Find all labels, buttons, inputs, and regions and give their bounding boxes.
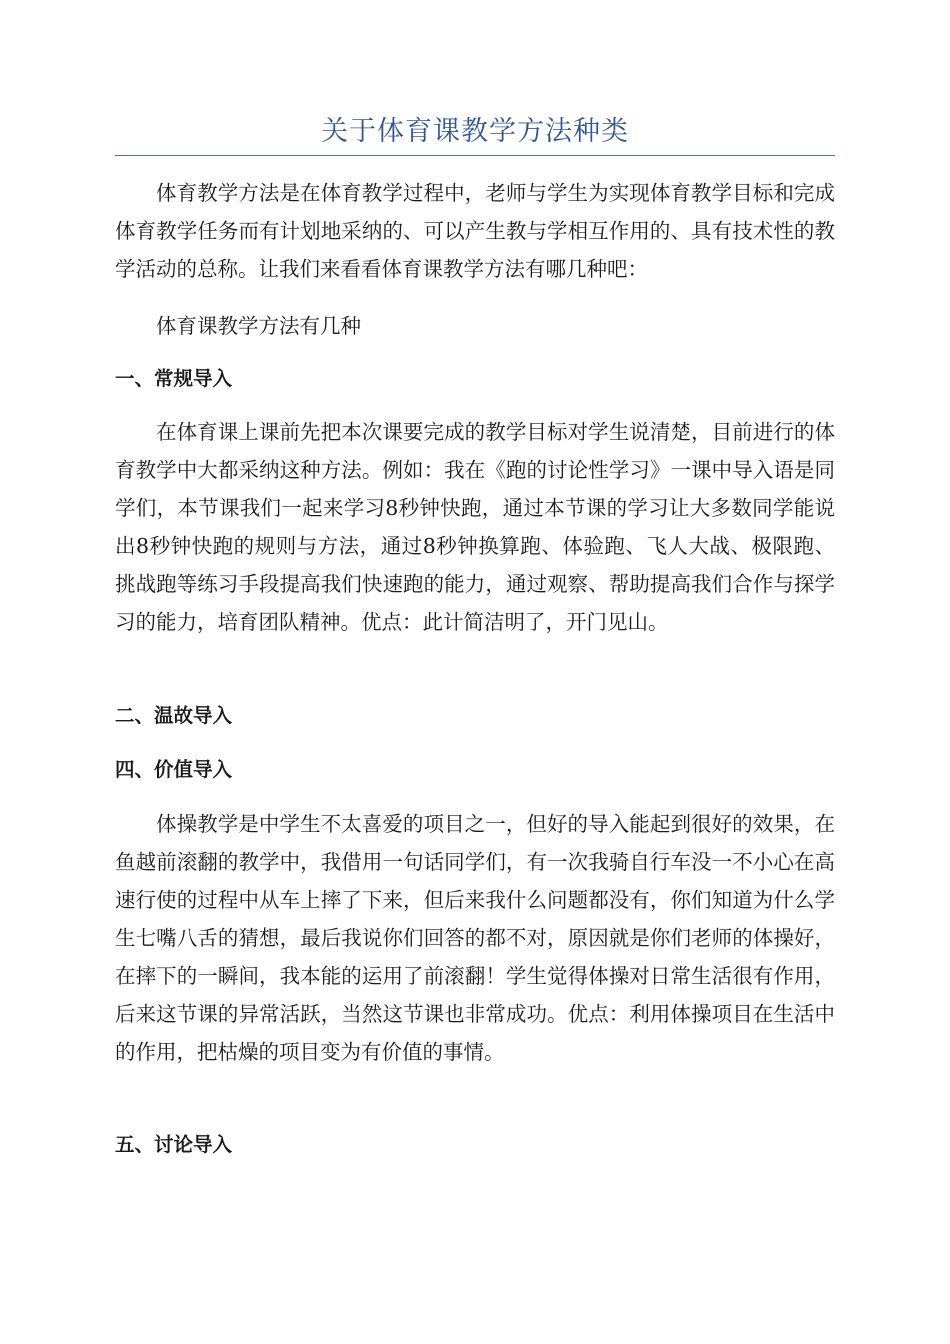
intro-paragraph: 体育教学方法是在体育教学过程中，老师与学生为实现体育教学目标和完成体育教学任务而有计划地采纳的、可以产生教与学相互作用的、具有技术性的教学活动的总称。让我们来看看体育课教学方法有哪几种吧：	[115, 181, 835, 281]
section-heading-1: 一、常规导入	[115, 367, 233, 390]
section-heading-4: 五、讨论导入	[115, 1133, 233, 1156]
subtitle-paragraph: 体育课教学方法有几种	[156, 314, 361, 338]
title-underline	[115, 155, 835, 156]
document-title: 关于体育课教学方法种类	[321, 116, 629, 147]
section-heading-3: 四、价值导入	[115, 758, 233, 781]
section-body-1: 在体育课上课前先把本次课要完成的教学目标对学生说清楚，目前进行的体育教学中大都采纳这种方法。例如：我在《跑的讨论性学习》一课中导入语是同学们，本节课我们一起来学习8秒钟快跑，通过本节课的学习让大多数同学能说出8秒钟快跑的规则与方法，通过8秒钟换算跑、体验跑、飞人大战、极限跑、挑战跑等练习手段提高我们快速跑的能力，通过观察、帮助提高我们合作与探学习的能力，培育团队精神。优点：此计简洁明了，开门见山。	[115, 420, 835, 634]
section-body-3: 体操教学是中学生不太喜爱的项目之一，但好的导入能起到很好的效果，在鱼越前滚翻的教学中，我借用一句话同学们，有一次我骑自行车没一不小心在高速行使的过程中从车上摔了下来，但后来我什么问题都没有，你们知道为什么学生七嘴八舌的猜想，最后我说你们回答的都不对，原因就是你们老师的体操好，在摔下的一瞬间，我本能的运用了前滚翻！学生觉得体操对日常生活很有作用，后来这节课的异常活跃，当然这节课也非常成功。优点：利用体操项目在生活中的作用，把枯燥的项目变为有价值的事情。	[115, 812, 835, 1064]
section-heading-2: 二、温故导入	[115, 704, 233, 727]
